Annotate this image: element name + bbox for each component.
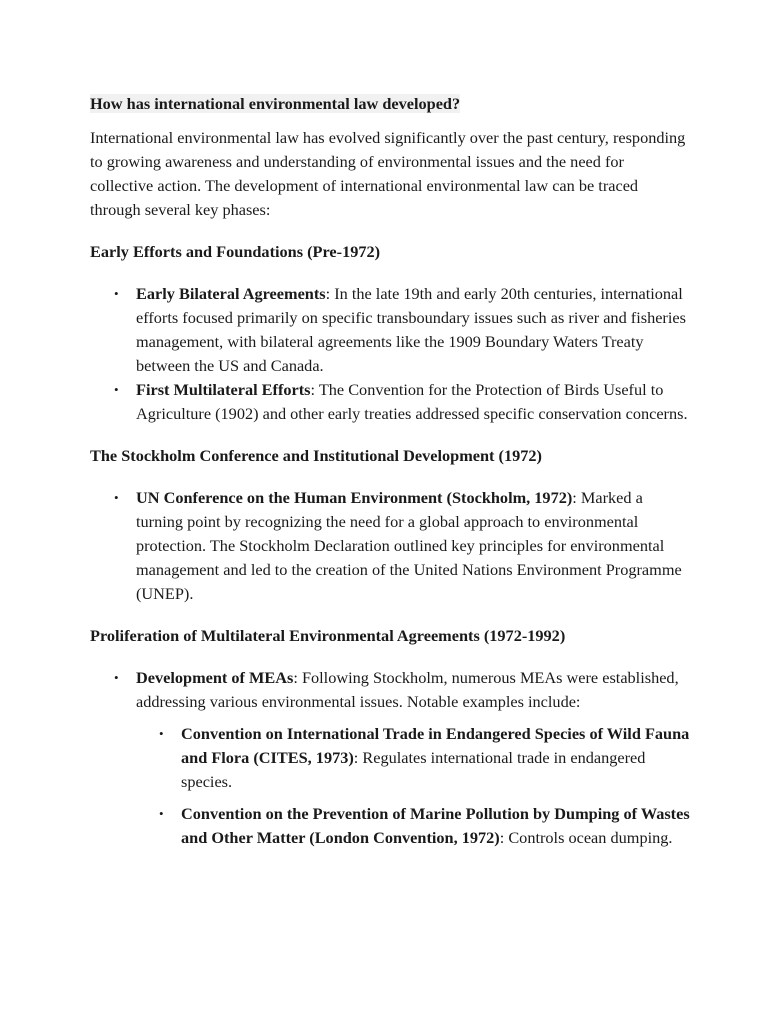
- item-text: : Controls ocean dumping.: [499, 828, 673, 847]
- item-text: : In the late 19th and early 20th centuries, international efforts focused primarily on specific transboundary issues such as river and fisheries management, with bilateral agreements like the 1909 Boundary Waters Treaty between the US and Canada.: [136, 284, 686, 375]
- question-heading: How has international environmental law developed?: [90, 94, 461, 113]
- item-text: : Regulates international trade in endangered species.: [181, 748, 646, 791]
- item-text: : Marked a turning point by recognizing the need for a global approach to environmental protection. The Stockholm Declaration outlined key principles for environmental management and led to the creation of the United Nations Environment Programme (UNEP).: [136, 488, 682, 603]
- item-text: : Following Stockholm, numerous MEAs were established, addressing various environmental issues. Notable examples include:: [136, 668, 679, 711]
- list-item: [136, 486, 690, 606]
- item-term: Early Bilateral Agreements: [136, 284, 326, 303]
- intro-paragraph: International environmental law has evolved significantly over the past century, responding to growing awareness and understanding of environmental issues and the need for collective action. The development of international environmental law can be traced through several key phases:: [90, 128, 686, 219]
- list-meas: [90, 666, 690, 850]
- section-heading-meas: Proliferation of Multilateral Environmental Agreements (1972-1992): [90, 626, 566, 645]
- list-item: [136, 378, 690, 426]
- item-term: First Multilateral Efforts: [136, 380, 311, 399]
- item-term: Convention on International Trade in Endangered Species of Wild Fauna and Flora (CITES, 1973): [181, 724, 690, 767]
- list-early-efforts: [90, 282, 690, 426]
- document-page: [90, 92, 690, 868]
- sublist-item: [181, 722, 690, 794]
- sublist-mea-examples: [136, 722, 690, 850]
- question-line: [90, 92, 690, 116]
- list-item: [136, 282, 690, 378]
- section-heading-early-efforts: Early Efforts and Foundations (Pre-1972): [90, 242, 381, 261]
- item-term: UN Conference on the Human Environment (Stockholm, 1972): [136, 488, 573, 507]
- item-term: Development of MEAs: [136, 668, 294, 687]
- list-item: [136, 666, 690, 850]
- list-stockholm: [90, 486, 690, 606]
- item-text: : The Convention for the Protection of Birds Useful to Agriculture (1902) and other early treaties addressed specific conservation concerns.: [136, 380, 688, 423]
- item-term: Convention on the Prevention of Marine Pollution by Dumping of Wastes and Other Matter (London Convention, 1972): [181, 804, 690, 847]
- section-heading-stockholm: The Stockholm Conference and Institutional Development (1972): [90, 446, 542, 465]
- sublist-item: [181, 802, 690, 850]
